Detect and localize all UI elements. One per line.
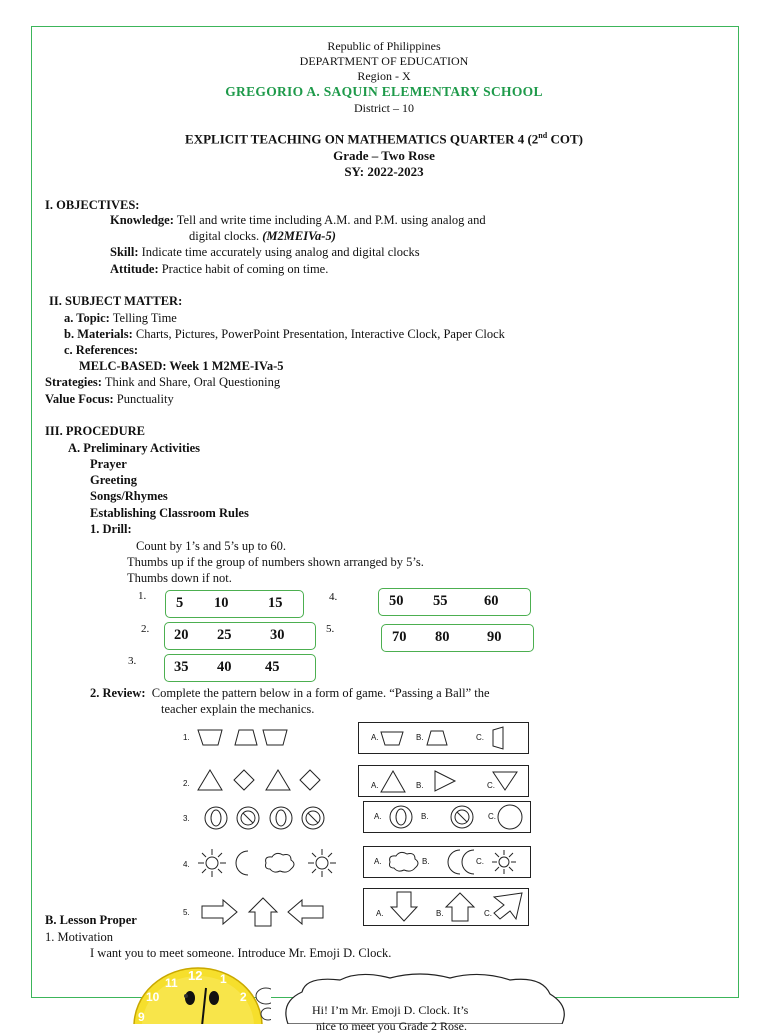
objective-knowledge-cont: digital clocks. (M2MEIVa-5) — [189, 229, 336, 243]
choice-label: A. — [376, 909, 384, 918]
drill-value: 35 — [174, 659, 189, 675]
drill-value: 20 — [174, 627, 189, 643]
drill-value: 45 — [265, 659, 280, 675]
preliminary-heading: A. Preliminary Activities — [68, 441, 201, 455]
school-year: SY: 2022-2023 — [344, 164, 424, 179]
choice-label: C. — [487, 781, 495, 790]
answer-shapes-icon — [364, 889, 528, 925]
drill-value: 90 — [487, 629, 502, 645]
prelim-item: Songs/Rhymes — [90, 489, 168, 503]
header-region: Region - X — [357, 69, 411, 83]
arrow-pattern-icon — [199, 895, 329, 929]
choice-label: B. — [421, 812, 429, 821]
pattern-row-number: 3. — [183, 814, 190, 823]
drill-group-box — [164, 654, 316, 682]
drill-line: Thumbs up if the group of numbers shown arranged by 5’s. — [127, 555, 424, 569]
choice-label: C. — [476, 733, 484, 742]
clock-numeral: 1 — [220, 972, 227, 986]
review-line-cont: teacher explain the mechanics. — [161, 702, 315, 716]
drill-value: 30 — [270, 627, 285, 643]
choice-label: A. — [371, 733, 379, 742]
answer-shapes-icon — [359, 766, 528, 796]
choice-label: B. — [436, 909, 444, 918]
subject-value-focus: Value Focus: Punctuality — [45, 392, 174, 406]
clock-numeral: 10 — [146, 990, 160, 1004]
choice-label: B. — [422, 857, 430, 866]
choice-label: C. — [484, 909, 492, 918]
drill-value: 25 — [217, 627, 232, 643]
motivation-heading: 1. Motivation — [45, 930, 114, 944]
drill-value: 60 — [484, 593, 499, 609]
objectives-heading: I. OBJECTIVES: — [45, 198, 140, 212]
answer-shapes-icon — [359, 723, 528, 753]
drill-value: 40 — [217, 659, 232, 675]
drill-value: 80 — [435, 629, 450, 645]
pattern-row-number: 4. — [183, 860, 190, 869]
answer-choices-box — [363, 846, 531, 878]
speech-bubble-text: nice to meet you Grade 2 Rose. — [316, 1019, 467, 1033]
drill-value: 10 — [214, 595, 229, 611]
sun-moon-cloud-pattern-icon — [196, 847, 346, 879]
drill-line: Count by 1’s and 5’s up to 60. — [136, 539, 287, 553]
answer-choices-box — [363, 888, 529, 926]
header-republic: Republic of Philippines — [327, 39, 441, 53]
drill-group-box — [165, 590, 304, 618]
drill-heading: 1. Drill: — [90, 522, 132, 536]
prelim-item: Establishing Classroom Rules — [90, 506, 249, 520]
drill-value: 70 — [392, 629, 407, 645]
triangle-diamond-pattern-icon — [196, 768, 324, 794]
subject-topic: a. Topic: Telling Time — [64, 311, 177, 325]
drill-number: 2. — [141, 623, 150, 635]
school-name: GREGORIO A. SAQUIN ELEMENTARY SCHOOL — [225, 84, 543, 99]
drill-group-box — [378, 588, 531, 616]
pattern-row-number: 5. — [183, 908, 190, 917]
drill-value: 55 — [433, 593, 448, 609]
objective-skill: Skill: Indicate time accurately using analog and digital clocks — [110, 245, 420, 259]
drill-number: 3. — [128, 655, 137, 667]
prelim-item: Prayer — [90, 457, 127, 471]
header-department: DEPARTMENT OF EDUCATION — [299, 54, 469, 68]
subject-strategies: Strategies: Think and Share, Oral Questioning — [45, 375, 281, 389]
objective-knowledge: Knowledge: Tell and write time including A.M. and P.M. using analog and — [110, 213, 486, 227]
choice-label: B. — [416, 781, 424, 790]
choice-label: A. — [371, 781, 379, 790]
speech-bubble-text: Hi! I’m Mr. Emoji D. Clock. It’s — [312, 1003, 469, 1017]
choice-label: C. — [488, 812, 496, 821]
lesson-proper-heading: B. Lesson Proper — [45, 913, 137, 927]
header-district: District – 10 — [354, 101, 414, 115]
pattern-row-number: 1. — [183, 733, 190, 742]
drill-group-box — [381, 624, 534, 652]
drill-value: 15 — [268, 595, 283, 611]
clock-numeral: 11 — [165, 976, 178, 990]
clock-numeral: 9 — [138, 1010, 145, 1024]
drill-number: 5. — [326, 623, 335, 635]
lesson-title: EXPLICIT TEACHING ON MATHEMATICS QUARTER 4 (2nd COT) — [185, 131, 583, 147]
review-line: 2. Review: Complete the pattern below in a form of game. “Passing a Ball” the — [90, 686, 490, 700]
drill-number: 4. — [329, 591, 338, 603]
answer-choices-box — [358, 765, 529, 797]
answer-shapes-icon — [364, 847, 530, 877]
choice-label: C. — [476, 857, 484, 866]
grade-title: Grade – Two Rose — [333, 148, 435, 163]
drill-value: 50 — [389, 593, 404, 609]
answer-choices-box — [358, 722, 529, 754]
procedure-heading: III. PROCEDURE — [45, 424, 146, 438]
drill-group-box — [164, 622, 316, 650]
drill-line: Thumbs down if not. — [127, 571, 232, 585]
motivation-text: I want you to meet someone. Introduce Mr. Emoji D. Clock. — [90, 946, 392, 960]
clock-numeral: 12 — [188, 968, 203, 983]
drill-value: 5 — [176, 595, 184, 611]
choice-label: B. — [416, 733, 424, 742]
drill-number: 1. — [138, 590, 147, 602]
answer-choices-box — [363, 801, 531, 833]
answer-shapes-icon — [364, 802, 530, 832]
subject-references: c. References: — [64, 343, 139, 357]
circle-pattern-icon — [203, 803, 327, 833]
choice-label: A. — [374, 812, 382, 821]
pattern-row-number: 2. — [183, 779, 190, 788]
clock-numeral: 2 — [240, 990, 247, 1004]
choice-label: A. — [374, 857, 382, 866]
subject-heading: II. SUBJECT MATTER: — [49, 294, 183, 308]
subject-melc: MELC-BASED: Week 1 M2ME-IVa-5 — [79, 359, 284, 373]
trapezoid-pattern-icon — [195, 726, 295, 750]
prelim-item: Greeting — [90, 473, 137, 487]
subject-materials: b. Materials: Charts, Pictures, PowerPoint Presentation, Interactive Clock, Paper Clock — [64, 327, 505, 341]
objective-attitude: Attitude: Practice habit of coming on time. — [110, 262, 329, 276]
